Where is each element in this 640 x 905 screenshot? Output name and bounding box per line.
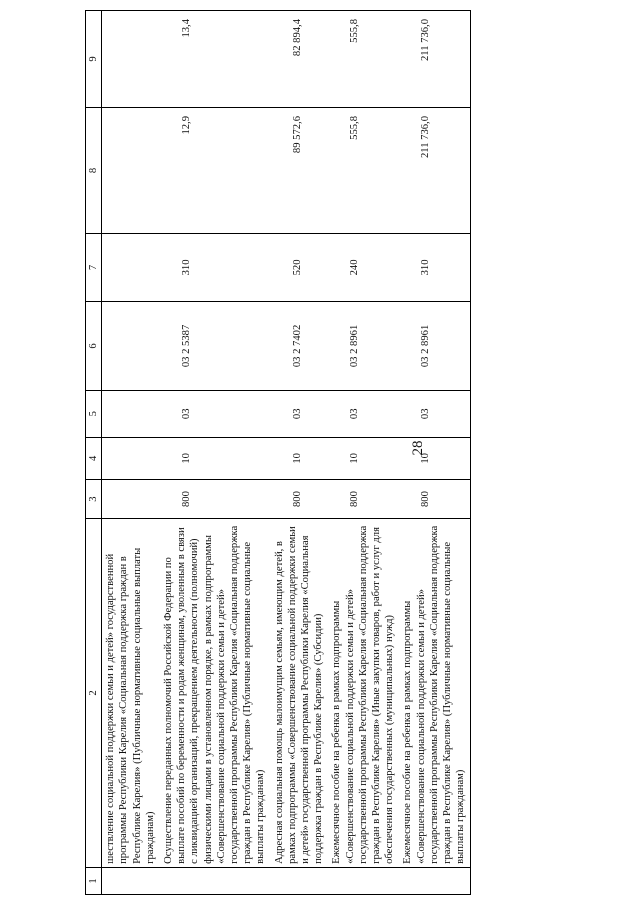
cell-name: Ежемесячное пособие на ребенка в рамках подпрограммы «Совершенствование социальной поддержки семьи и детей» государственной программы Республики Карелия «Социальная поддержка граждан в Республике Карелия» (Иные закупки товаров, работ и услуг для обеспечения государственных (муниципальных) нужд) — [328, 518, 399, 867]
cell-name: Осуществление переданных полномочий Российской Федерации по выплате пособий по беременности и родам женщинам, уволенным в связи с ликвидацией организаций, прекращением деятельности (полномочий) физическими лицами в установленном порядке, в рамках подпрограммы «Совершенствование социальной поддержки семьи и детей» государственной программы Республики Карелия «Социальная поддержка граждан в Республике Карелия» (Публичные нормативные социальные выплаты гражданам) — [160, 518, 271, 867]
cell-c3 — [102, 480, 160, 519]
cell-c9: 555,8 — [328, 11, 399, 108]
cell-c3: 800 — [160, 480, 271, 519]
cell-c9 — [102, 11, 160, 108]
cell-c6: 03 2 7402 — [271, 301, 329, 390]
cell-c3: 800 — [271, 480, 329, 519]
cell-c4: 10 — [328, 437, 399, 480]
cell-c8: 89 572,6 — [271, 108, 329, 234]
cell-index — [160, 867, 271, 894]
cell-name: Ежемесячное пособие на ребенка в рамках подпрограммы «Совершенствование социальной поддержки семьи и детей» государственной программы Республики Карелия «Социальная поддержка граждан в Республике Карелия» (Публичные нормативные социальные выплаты гражданам) — [399, 518, 471, 867]
cell-c7 — [102, 234, 160, 302]
cell-c9: 211 736,0 — [399, 11, 471, 108]
column-header: 9 — [86, 11, 102, 108]
cell-c5: 03 — [160, 391, 271, 438]
cell-c8 — [102, 108, 160, 234]
cell-c8: 211 736,0 — [399, 108, 471, 234]
cell-c4 — [102, 437, 160, 480]
cell-c9: 82 894,4 — [271, 11, 329, 108]
cell-index — [328, 867, 399, 894]
cell-index — [271, 867, 329, 894]
cell-index — [102, 867, 160, 894]
table-row — [271, 11, 329, 895]
cell-c7: 310 — [160, 234, 271, 302]
cell-c6: 03 2 8961 — [399, 301, 471, 390]
page-number: 28 — [410, 440, 426, 456]
cell-c9: 13,4 — [160, 11, 271, 108]
budget-table — [85, 10, 471, 895]
table-row — [399, 11, 471, 895]
column-header: 8 — [86, 108, 102, 234]
cell-c5: 03 — [328, 391, 399, 438]
cell-index — [399, 867, 471, 894]
column-header: 5 — [86, 391, 102, 438]
table-row — [160, 11, 271, 895]
column-header: 4 — [86, 437, 102, 480]
header-row — [86, 11, 102, 895]
cell-name: шествление социальной поддержки семьи и детей» государственной программы Республики Карелия «Социальная поддержка граждан в Республике Карелия» (Публичные нормативные социальные выплаты гражданам) — [102, 518, 160, 867]
cell-c3: 800 — [399, 480, 471, 519]
cell-c6 — [102, 301, 160, 390]
cell-c5 — [102, 391, 160, 438]
cell-c7: 520 — [271, 234, 329, 302]
table-row — [102, 11, 160, 895]
cell-c5: 03 — [399, 391, 471, 438]
cell-c6: 03 2 5387 — [160, 301, 271, 390]
cell-c4: 10 — [271, 437, 329, 480]
cell-c5: 03 — [271, 391, 329, 438]
cell-c6: 03 2 8961 — [328, 301, 399, 390]
cell-c8: 555,8 — [328, 108, 399, 234]
rotated-table-wrapper — [85, 10, 635, 895]
cell-c4: 10 — [399, 437, 471, 480]
column-header: 1 — [86, 867, 102, 894]
cell-c7: 240 — [328, 234, 399, 302]
cell-c4: 10 — [160, 437, 271, 480]
table-row — [328, 11, 399, 895]
column-header: 3 — [86, 480, 102, 519]
cell-c7: 310 — [399, 234, 471, 302]
cell-c3: 800 — [328, 480, 399, 519]
column-header: 7 — [86, 234, 102, 302]
column-header: 2 — [86, 518, 102, 867]
column-header: 6 — [86, 301, 102, 390]
cell-c8: 12,9 — [160, 108, 271, 234]
cell-name: Адресная социальная помощь малоимущим семьям, имеющим детей, в рамках подпрограммы «Совершенствование социальной поддержки семьи и детей» государственной программы Республики Карелия «Социальная поддержка граждан в Республике Карелия» (Субсидии) — [271, 518, 329, 867]
